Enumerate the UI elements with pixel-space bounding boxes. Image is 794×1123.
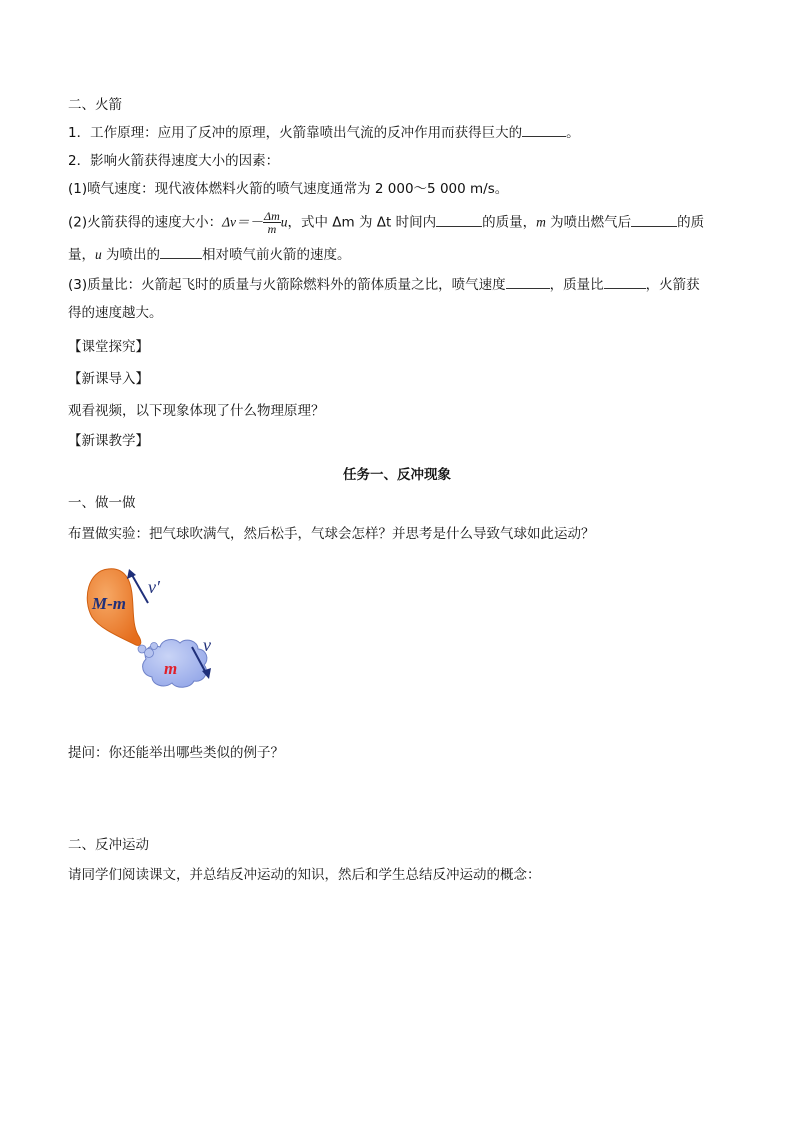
text: ，式中 Δm 为 Δt 时间内 [287, 214, 437, 231]
text: (3)质量比：火箭起飞时的质量与火箭除燃料外的箭体质量之比，喷气速度 [68, 277, 506, 293]
text: (2)火箭获得的速度大小： [68, 214, 223, 231]
text: 为喷出的 [101, 247, 161, 263]
var-u: u [95, 247, 102, 262]
label-m: m [164, 659, 178, 678]
text: 。 [566, 125, 580, 141]
text: 的质量， [482, 214, 537, 231]
text: 的质 [677, 214, 705, 231]
blank [522, 124, 566, 137]
heading-classroom-explore: 【课堂探究】 [68, 339, 149, 355]
fraction-numerator: Δm [264, 209, 280, 223]
formula-lhs: Δv＝－ [222, 214, 264, 230]
blank [160, 246, 202, 259]
line-speed-formula [68, 210, 704, 235]
text: ，质量比 [549, 277, 604, 293]
line-section2-title: 二、火箭 [68, 97, 122, 113]
puff [145, 649, 154, 658]
line-section-recoil: 二、反冲运动 [68, 837, 149, 853]
balloon-diagram [80, 565, 230, 690]
formula-u: u [280, 214, 288, 230]
line-speed-formula-cont [68, 246, 351, 264]
line-working-principle [68, 124, 580, 142]
line-factors: 2．影响火箭获得速度大小的因素： [68, 153, 280, 169]
heading-new-lesson-intro: 【新课导入】 [68, 371, 149, 387]
line-jet-speed: (1)喷气速度：现代液体燃料火箭的喷气速度通常为 2 000～5 000 m/s。 [68, 181, 509, 197]
blank [436, 214, 482, 227]
blank [631, 214, 677, 227]
text: 1．工作原理：应用了反冲的原理，火箭靠喷出气流的反冲作用而获得巨大的 [68, 125, 523, 141]
line-mass-ratio [68, 276, 700, 294]
line-mass-ratio-cont: 得的速度越大。 [68, 305, 163, 321]
line-intro-question: 观看视频，以下现象体现了什么物理原理？ [68, 403, 325, 419]
line-experiment: 布置做实验：把气球吹满气，然后松手，气球会怎样？并思考是什么导致气球如此运动？ [68, 526, 595, 542]
line-do-it-title: 一、做一做 [68, 495, 136, 511]
text: ，火箭获 [645, 277, 700, 293]
formula-fraction [263, 210, 281, 235]
balloon-figure [80, 565, 230, 694]
text: 为喷出燃气后 [545, 214, 632, 231]
fraction-denominator: m [267, 222, 277, 236]
heading-new-lesson-teaching: 【新课教学】 [68, 433, 149, 449]
blank [604, 276, 646, 289]
label-v-prime: v′ [148, 577, 160, 597]
line-question: 提问：你还能举出哪些类似的例子？ [68, 745, 284, 761]
label-v: v [203, 635, 211, 655]
text: 相对喷气前火箭的速度。 [202, 247, 351, 263]
var-m: m [536, 214, 546, 230]
arrow-v-prime [132, 575, 148, 603]
label-M-m: M-m [92, 594, 126, 613]
text: 量， [68, 247, 95, 263]
line-recoil-text: 请同学们阅读课文，并总结反冲运动的知识，然后和学生总结反冲运动的概念： [68, 867, 541, 883]
task1-title: 任务一、反冲现象 [343, 467, 451, 483]
puff [151, 643, 158, 650]
blank [506, 276, 550, 289]
arrow-v-prime-head [127, 569, 136, 579]
